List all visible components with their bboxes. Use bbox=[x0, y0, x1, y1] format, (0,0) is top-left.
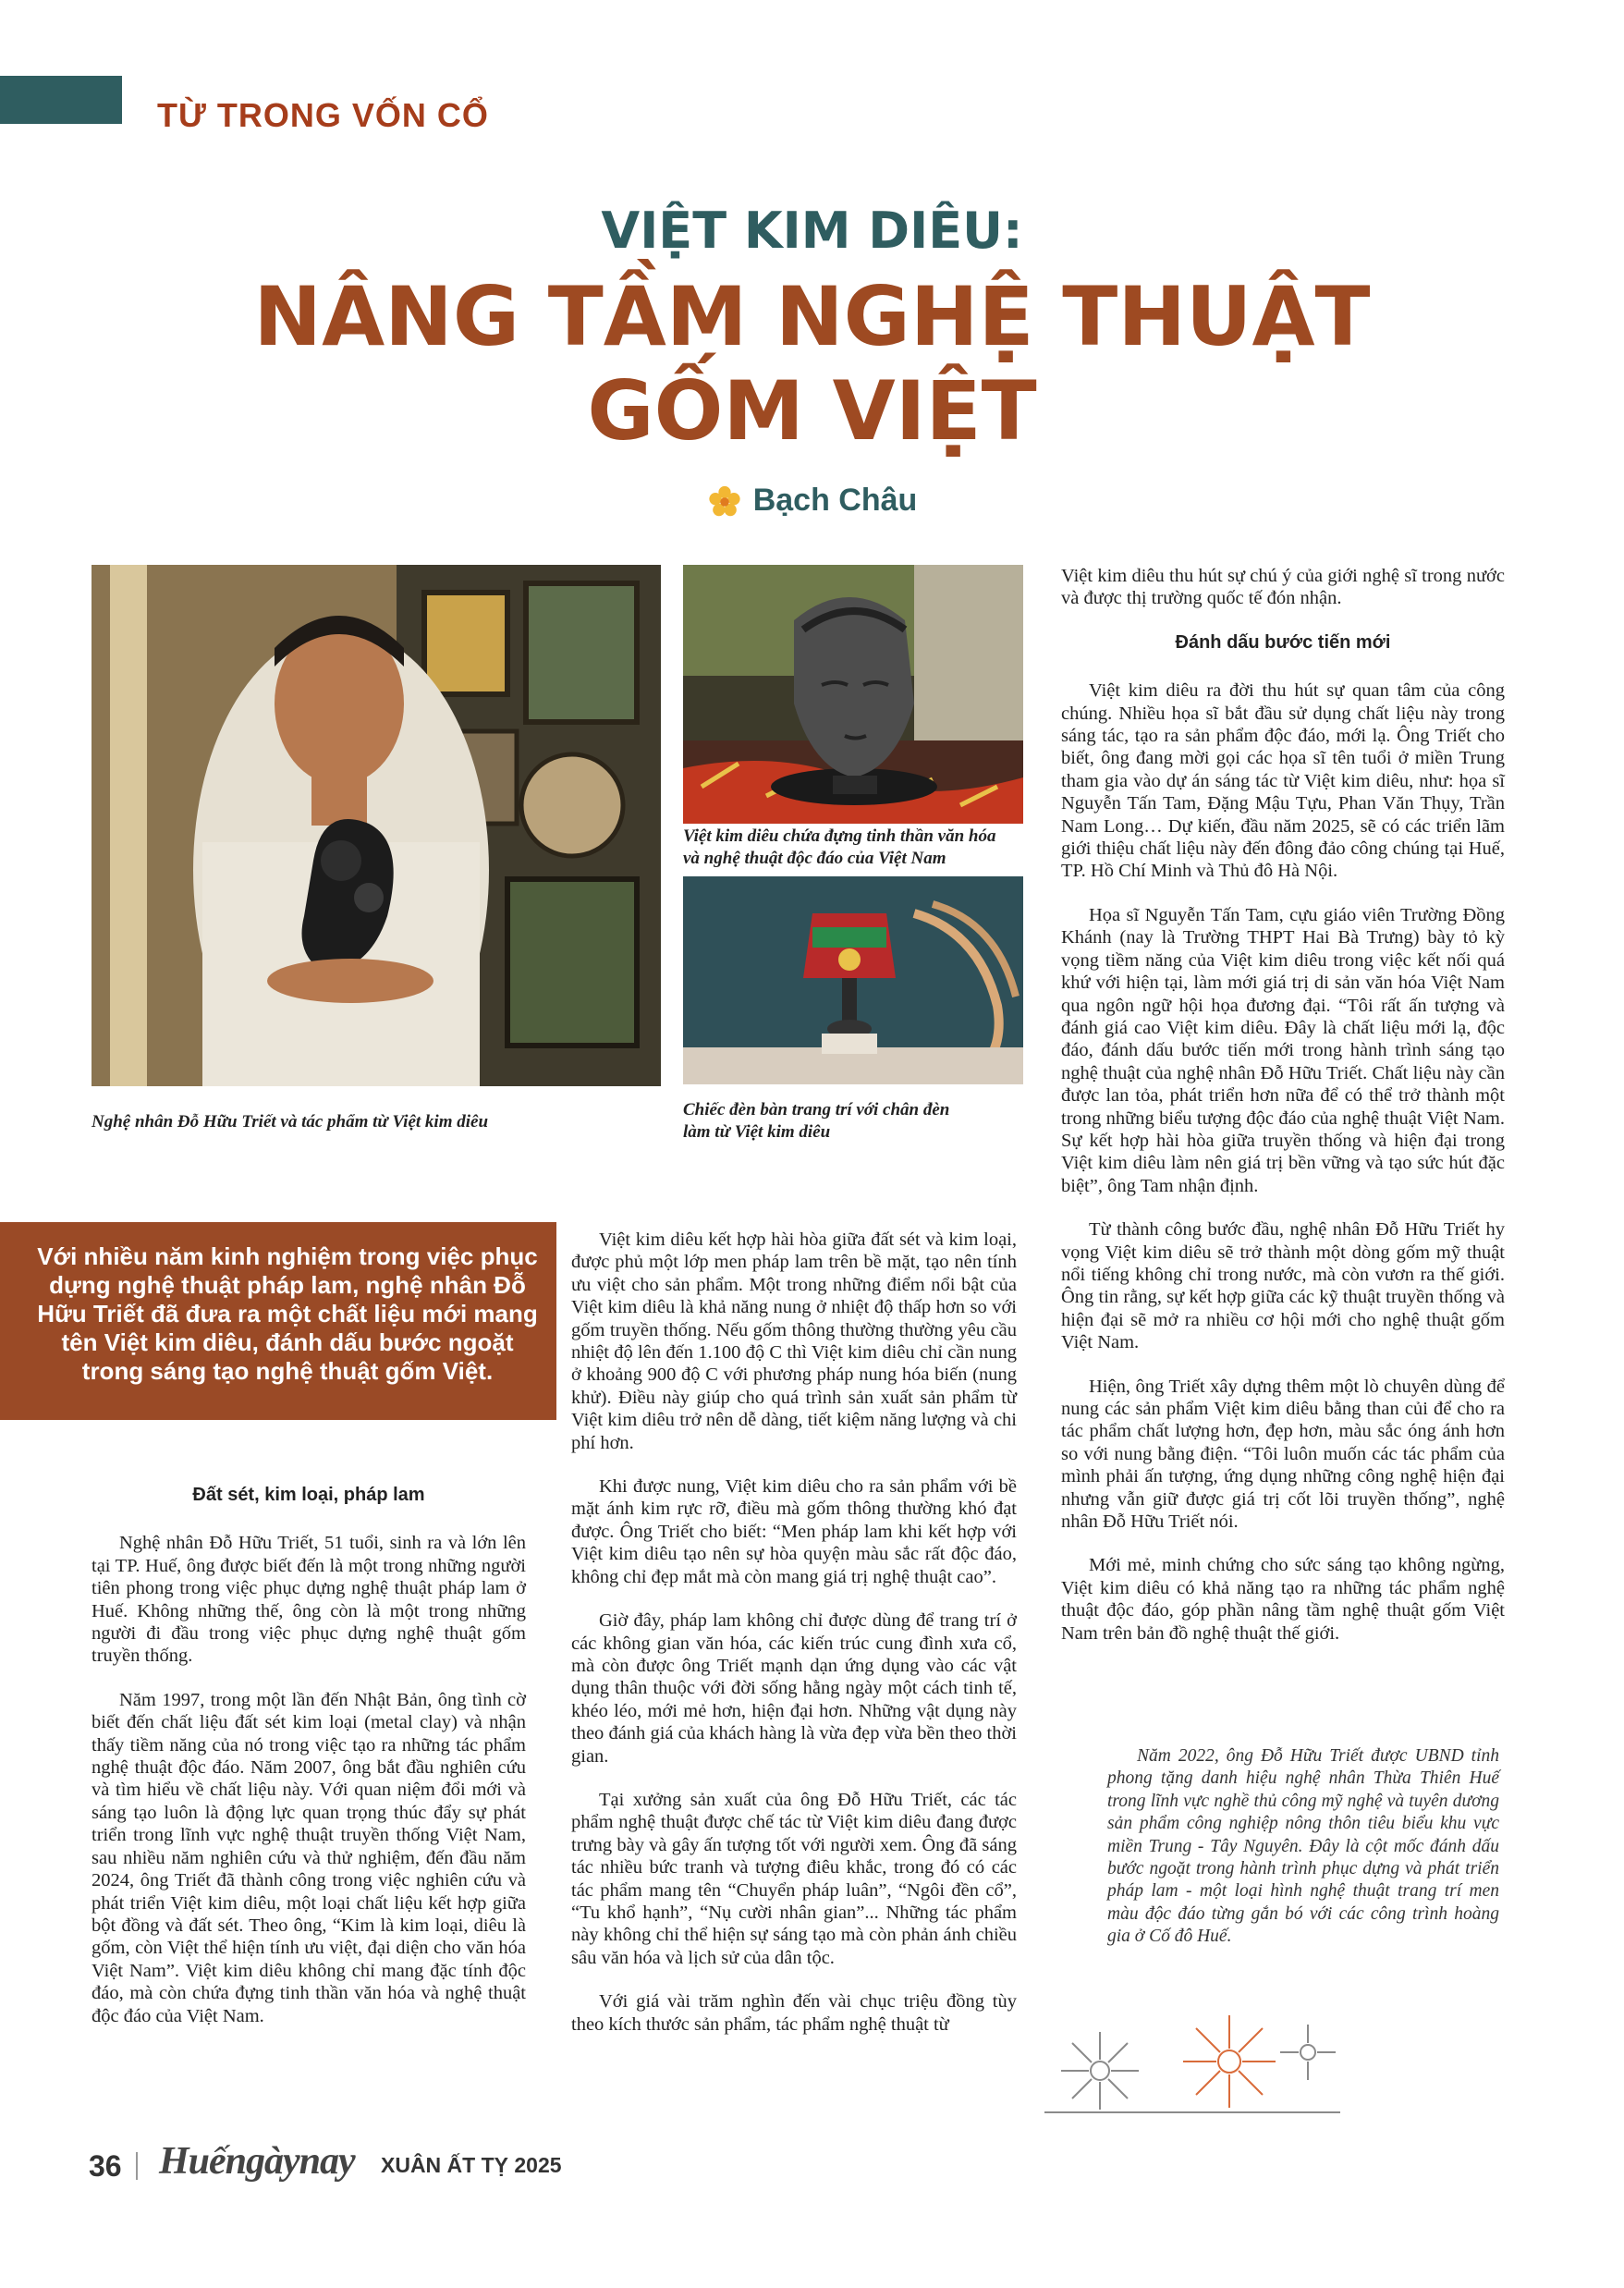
author-name: Bạch Châu bbox=[752, 483, 918, 518]
col1-paragraph-2: Năm 1997, trong một lần đến Nhật Bản, ông tình cờ biết đến chất liệu đất sét kim loại (metal clay) và nhận thấy tiềm năng của nó trong việc tạo ra những tác phẩm nghệ thuật độc đáo. Năm 2007, ông bắt đầu nghiên cứu và tìm hiểu về chất liệu này. Với quan niệm đổi mới và sáng tạo luôn là động lực quan trọng thúc đẩy sự phát triển trong lĩnh vực nghệ thuật truyền thống Việt Nam, sau nhiều năm nghiên cứu và thử nghiệm, đến đầu năm 2024, ông Triết đã thành công trong việc nghiên cứu và phát triển Việt kim diêu, một loại chất liệu kết hợp giữa bột đồng và đất sét. Theo ông, “Kim là kim loại, diêu là gốm, còn Việt thể hiện tính ưu việt, đại diện cho văn hóa Việt Nam”. Việt kim diêu không chỉ mang đặc tính độc đáo, mà còn chứa đựng tinh thần văn hóa và nghệ thuật độc đáo của Việt Nam. bbox=[92, 1689, 526, 2026]
byline bbox=[0, 483, 1624, 520]
col3-paragraph-0: Việt kim diêu thu hút sự chú ý của giới nghệ sĩ trong nước và được thị trường quốc tế đón nhận. bbox=[1061, 566, 1505, 609]
caption-photo-lamp-line-2: làm từ Việt kim diêu bbox=[683, 1122, 831, 1142]
col1-paragraph-1: Nghệ nhân Đỗ Hữu Triết, 51 tuổi, sinh ra và lớn lên tại TP. Huế, ông được biết đến là một trong những người tiên phong trong việc phục dựng nghệ thuật pháp lam ở Huế. Không những thế, ông còn là một trong những người đi đầu trong việc phục dựng nghệ thuật gốm truyền thống. bbox=[92, 1533, 526, 1667]
column-2 bbox=[571, 1229, 1017, 2057]
col3-paragraph-2: Họa sĩ Nguyễn Tấn Tam, cựu giáo viên Trường Đồng Khánh (nay là Trường THPT Hai Bà Trưng) bày tỏ kỳ vọng tiềm năng của Việt kim diêu trong việc kết nối quá khứ với hiện tại, làm mới giá trị di sản văn hóa Việt Nam qua ngôn ngữ hội họa đương đại. “Tôi rất ấn tượng và đánh giá cao Việt kim diêu. Đây là chất liệu mới lạ, độc đáo, đánh dấu bước tiến mới trong hành trình sáng tạo nghệ thuật của nghệ nhân Đỗ Hữu Triết. Chất liệu này cần được lan tỏa, phát triển hơn nữa để có thể trở thành một trong những biểu tượng độc đáo của nghệ thuật Việt Nam. Sự kết hợp hài hòa giữa truyền thống và hiện đại trong Việt kim diêu làm nên giá trị bền vững và tạo sức hút đặc biệt”, ông Tam nhận định. bbox=[1061, 904, 1505, 1196]
article-headline bbox=[0, 270, 1624, 459]
col3-paragraph-4: Hiện, ông Triết xây dựng thêm một lò chuyên dùng để nung các sản phẩm Việt kim diêu bằng than củi để cho ra tác phẩm chất lượng hơn, đẹp hơn, màu sắc óng ánh hơn so với nung bằng điện. “Tôi luôn muốn các tác phẩm của mình phải ấn tượng, ứng dụng những công nghệ hiện đại nhưng vẫn giữ được giá trị cốt lõi truyền thống”, nghệ nhân Đỗ Hữu Triết nói. bbox=[1061, 1376, 1505, 1533]
headline-line-2: GỐM VIỆT bbox=[587, 363, 1037, 459]
section-title: TỪ TRONG VỐN CỔ bbox=[157, 96, 489, 134]
col2-paragraph-4: Tại xưởng sản xuất của ông Đỗ Hữu Triết, các tác phẩm nghệ thuật được chế tác từ Việt kim diêu đang được trưng bày và gây ấn tượng tốt với người xem. Ông đã sáng tác nhiều bức tranh và tượng điêu khắc, trong đó có các tác phẩm mang tên “Chuyển pháp luân”, “Ngôi đền cổ”, “Tu khổ hạnh”, “Nụ cười nhân gian”... Những tác phẩm này không chỉ thể hiện sự sáng tạo mà còn phản ánh chiều sâu văn hóa và lịch sử của dân tộc. bbox=[571, 1789, 1017, 1968]
col3-paragraph-3: Từ thành công bước đầu, nghệ nhân Đỗ Hữu Triết hy vọng Việt kim diêu sẽ trở thành một dòng gốm mỹ thuật nổi tiếng không chỉ trong nước, mà còn vươn ra thế giới. Ông tin rằng, sự kết hợp giữa các kỹ thuật truyền thống và hiện đại sẽ mở ra nhiều cơ hội mới cho nghệ thuật gốm Việt Nam. bbox=[1061, 1219, 1505, 1353]
decorative-flowers bbox=[1044, 1997, 1340, 2117]
subhead-2: Đánh dấu bước tiến mới bbox=[1175, 631, 1391, 653]
section-bar bbox=[0, 76, 122, 124]
headline-line-1: NÂNG TẦM NGHỆ THUẬT bbox=[253, 269, 1371, 364]
flower-icon bbox=[707, 484, 742, 520]
page-number: 36 bbox=[89, 2149, 122, 2183]
caption-photo-lamp bbox=[683, 1099, 1034, 1144]
lamp-image bbox=[683, 876, 1023, 1084]
col3-paragraph-1: Việt kim diêu ra đời thu hút sự quan tâm của công chúng. Nhiều họa sĩ bắt đầu sử dụng chất liệu này trong sáng tác, tạo ra sản phẩm độc đáo, mới lạ. Ông Triết cho biết, ông đang mời gọi các họa sĩ tên tuổi ở miền Trung tham gia vào dự án sáng tác từ Việt kim diêu, như: họa sĩ Nguyễn Tấn Tam, Đặng Mậu Tựu, Phan Văn Thụy, Trần Nam Long… Dự kiến, đầu năm 2025, sẽ có các triển lãm giới thiệu chất liệu này đến đông đảo công chúng tại Huế, TP. Hồ Chí Minh và Thủ đô Hà Nội. bbox=[1061, 680, 1505, 882]
lead-box: Với nhiều năm kinh nghiệm trong việc phục dựng nghệ thuật pháp lam, nghệ nhân Đỗ Hữu Triết đã đưa ra một chất liệu mới mang tên Việt kim diêu, đánh dấu bước ngoặt trong sáng tạo nghệ thuật gốm Việt. bbox=[0, 1222, 556, 1420]
caption-photo-face bbox=[683, 826, 1034, 870]
subhead-1: Đất sét, kim loại, pháp lam bbox=[192, 1485, 425, 1505]
photo-lamp bbox=[683, 876, 1023, 1084]
photo-face-sculpture bbox=[683, 565, 1023, 824]
sidebar-note: Năm 2022, ông Đỗ Hữu Triết được UBND tỉnh phong tặng danh hiệu nghệ nhân Thừa Thiên Huế trong lĩnh vực nghề thủ công mỹ nghệ và tuyên dương sản phẩm công nghiệp nông thôn tiêu biểu khu vực miền Trung - Tây Nguyên. Đây là cột mốc đánh dấu bước ngoặt trong hành trình phục dựng và phát triển pháp lam - một loại hình nghệ thuật trang trí men màu độc đáo từng gắn bó với các công trình hoàng gia ở Cố đô Huế. bbox=[1107, 1746, 1499, 1947]
col2-paragraph-5: Với giá vài trăm nghìn đến vài chục triệu đồng tùy theo kích thước sản phẩm, tác phẩm nghệ thuật từ bbox=[571, 1991, 1017, 2035]
col3-paragraph-5: Mới mẻ, minh chứng cho sức sáng tạo không ngừng, Việt kim diêu có khả năng tạo ra những tác phẩm nghệ thuật độc đáo, góp phần nâng tầm nghệ thuật gốm Việt Nam trên bản đồ nghệ thuật thế giới. bbox=[1061, 1555, 1505, 1644]
face-sculpture-image bbox=[683, 565, 1023, 824]
article-kicker: VIỆT KIM DIÊU: bbox=[601, 202, 1023, 260]
col2-paragraph-1: Việt kim diêu kết hợp hài hòa giữa đất sét và kim loại, được phủ một lớp men pháp lam trên bề mặt, tạo nên tính ưu việt cho sản phẩm. Một trong những điểm nổi bật của Việt kim diêu là khả năng nung ở nhiệt độ thấp hơn so với gốm truyền thống. Nếu gốm thông thường thường yêu cầu nhiệt độ lên đến 1.100 độ C thì Việt kim diêu chỉ cần nung ở khoảng 900 độ C với phương pháp nung hóa biến (nung khử). Điều này giúp cho quá trình sản xuất sản phẩm từ Việt kim diêu trở nên dễ dàng, tiết kiệm năng lượng và chi phí hơn. bbox=[571, 1230, 1017, 1453]
photo-artisan bbox=[92, 565, 661, 1086]
magazine-logo: Huếngàynay bbox=[159, 2140, 355, 2183]
col2-paragraph-3: Giờ đây, pháp lam không chỉ được dùng để trang trí ở các không gian văn hóa, các kiến trúc cung đình xưa cổ, mà còn được ông Triết mạnh dạn ứng dụng vào các vật dụng thân thuộc với đời sống hằng ngày một cách tinh tế, khéo léo, mới mẻ hơn, hiện đại hơn. Những vật dụng này theo đánh giá của khách hàng là vừa đẹp vừa bền theo thời gian. bbox=[571, 1610, 1017, 1767]
issue-label: XUÂN ẤT TỴ 2025 bbox=[381, 2153, 562, 2177]
caption-photo-face-line-1: Việt kim diêu chứa đựng tinh thần văn hóa bbox=[683, 826, 996, 846]
footer-divider bbox=[136, 2152, 138, 2180]
column-3 bbox=[1061, 565, 1505, 1666]
caption-photo-face-line-2: và nghệ thuật độc đáo của Việt Nam bbox=[683, 849, 946, 868]
caption-photo-lamp-line-1: Chiếc đèn bàn trang trí với chân đèn bbox=[683, 1100, 950, 1120]
artisan-photo-image bbox=[92, 565, 661, 1086]
col2-paragraph-2: Khi được nung, Việt kim diêu cho ra sản phẩm với bề mặt ánh kim rực rỡ, điều mà gốm thông thường khó đạt được. Ông Triết cho biết: “Men pháp lam khi kết hợp với Việt kim diêu tạo nên sự hòa quyện màu sắc rất độc đáo, không chỉ đẹp mắt mà còn mang giá trị nghệ thuật cao”. bbox=[571, 1476, 1017, 1587]
caption-photo-artisan: Nghệ nhân Đỗ Hữu Triết và tác phẩm từ Việt kim diêu bbox=[92, 1112, 489, 1132]
column-1 bbox=[92, 1484, 526, 2049]
